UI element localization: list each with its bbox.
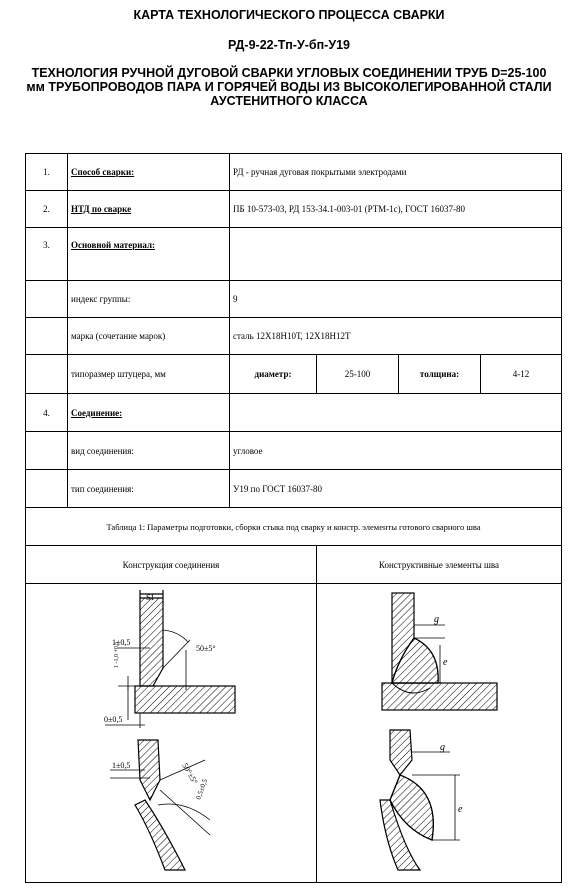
row-3c-label: типоразмер штуцера, мм xyxy=(67,354,230,394)
row-4b-value: У19 по ГОСТ 16037-80 xyxy=(229,469,562,508)
col-header-construction: Конструкция соединения xyxy=(25,545,317,584)
thickness-value: 4-12 xyxy=(480,354,562,394)
root-lower-label: 0,5±0,5 xyxy=(194,777,210,801)
row-3b-label: марка (сочетание марок) xyxy=(67,317,230,355)
e-label-top: e xyxy=(443,657,448,668)
joint-preparation-top xyxy=(105,590,235,728)
col-header-elements: Конструктивные элементы шва xyxy=(316,545,562,584)
row-1-number: 1. xyxy=(25,153,68,191)
row-4a-value: угловое xyxy=(229,431,562,470)
subtitle-line-2: мм ТРУБОПРОВОДОВ ПАРА И ГОРЯЧЕЙ ВОДЫ ИЗ ВЫСОКОЛЕГИРОВАННОЙ СТАЛИ xyxy=(26,80,552,94)
subtitle-line-3: АУСТЕНИТНОГО КЛАССА xyxy=(210,94,368,108)
g-label-bottom: g xyxy=(440,742,445,753)
gap-bottom-label: 0±0,5 xyxy=(104,715,123,724)
row-1-value: РД - ручная дуговая покрытыми электродами xyxy=(229,153,562,191)
vert-tol-label: 1 -1,0 +0,5 xyxy=(114,641,120,668)
row-3-label: Основной материал: xyxy=(67,227,230,281)
row-4-number: 4. xyxy=(25,393,68,432)
gap-top-label: 1±0,5 xyxy=(112,638,131,647)
row-4-label: Соединение: xyxy=(67,393,230,432)
row-1-label: Способ сварки: xyxy=(67,153,230,191)
s1-label: S1 xyxy=(146,593,155,602)
thickness-label: толщина: xyxy=(398,354,481,394)
row-3a-label: индекс группы: xyxy=(67,280,230,318)
diameter-value: 25-100 xyxy=(316,354,399,394)
weld-elements-bottom xyxy=(380,730,460,870)
table-1-caption: Таблица 1: Параметры подготовки, сборки стыка под сварку и констр. элементы готового сварного шва xyxy=(25,507,562,546)
g-label-top: g xyxy=(434,614,439,625)
angle-lower-label: 50°±5° xyxy=(180,761,200,786)
document-code: РД-9-22-Тп-У-бп-У19 xyxy=(227,38,351,52)
joint-preparation-bottom xyxy=(110,740,210,870)
row-2-value: ПБ 10-573-03, РД 153-34.1-003-01 (РТМ-1с), ГОСТ 16037-80 xyxy=(229,190,562,228)
row-2-number: 2. xyxy=(25,190,68,228)
gap-lower-label: 1±0,5 xyxy=(112,761,131,770)
document-title: КАРТА ТЕХНОЛОГИЧЕСКОГО ПРОЦЕССА СВАРКИ xyxy=(133,8,445,22)
row-3a-value: 9 xyxy=(229,280,562,318)
diameter-label: диаметр: xyxy=(229,354,317,394)
row-2-label: НТД по сварке xyxy=(67,190,230,228)
subtitle-line-1: ТЕХНОЛОГИЯ РУЧНОЙ ДУГОВОЙ СВАРКИ УГЛОВЫХ СОЕДИНЕНИИ ТРУБ D=25-100 xyxy=(31,66,547,80)
e-label-bottom: e xyxy=(458,804,463,815)
angle-top-label: 50±5° xyxy=(196,644,216,653)
row-3-number: 3. xyxy=(25,227,68,281)
row-4b-label: тип соединения: xyxy=(67,469,230,508)
weld-elements-top xyxy=(382,593,497,710)
row-3b-value: сталь 12Х18Н10Т, 12Х18Н12Т xyxy=(229,317,562,355)
row-4a-label: вид соединения: xyxy=(67,431,230,470)
